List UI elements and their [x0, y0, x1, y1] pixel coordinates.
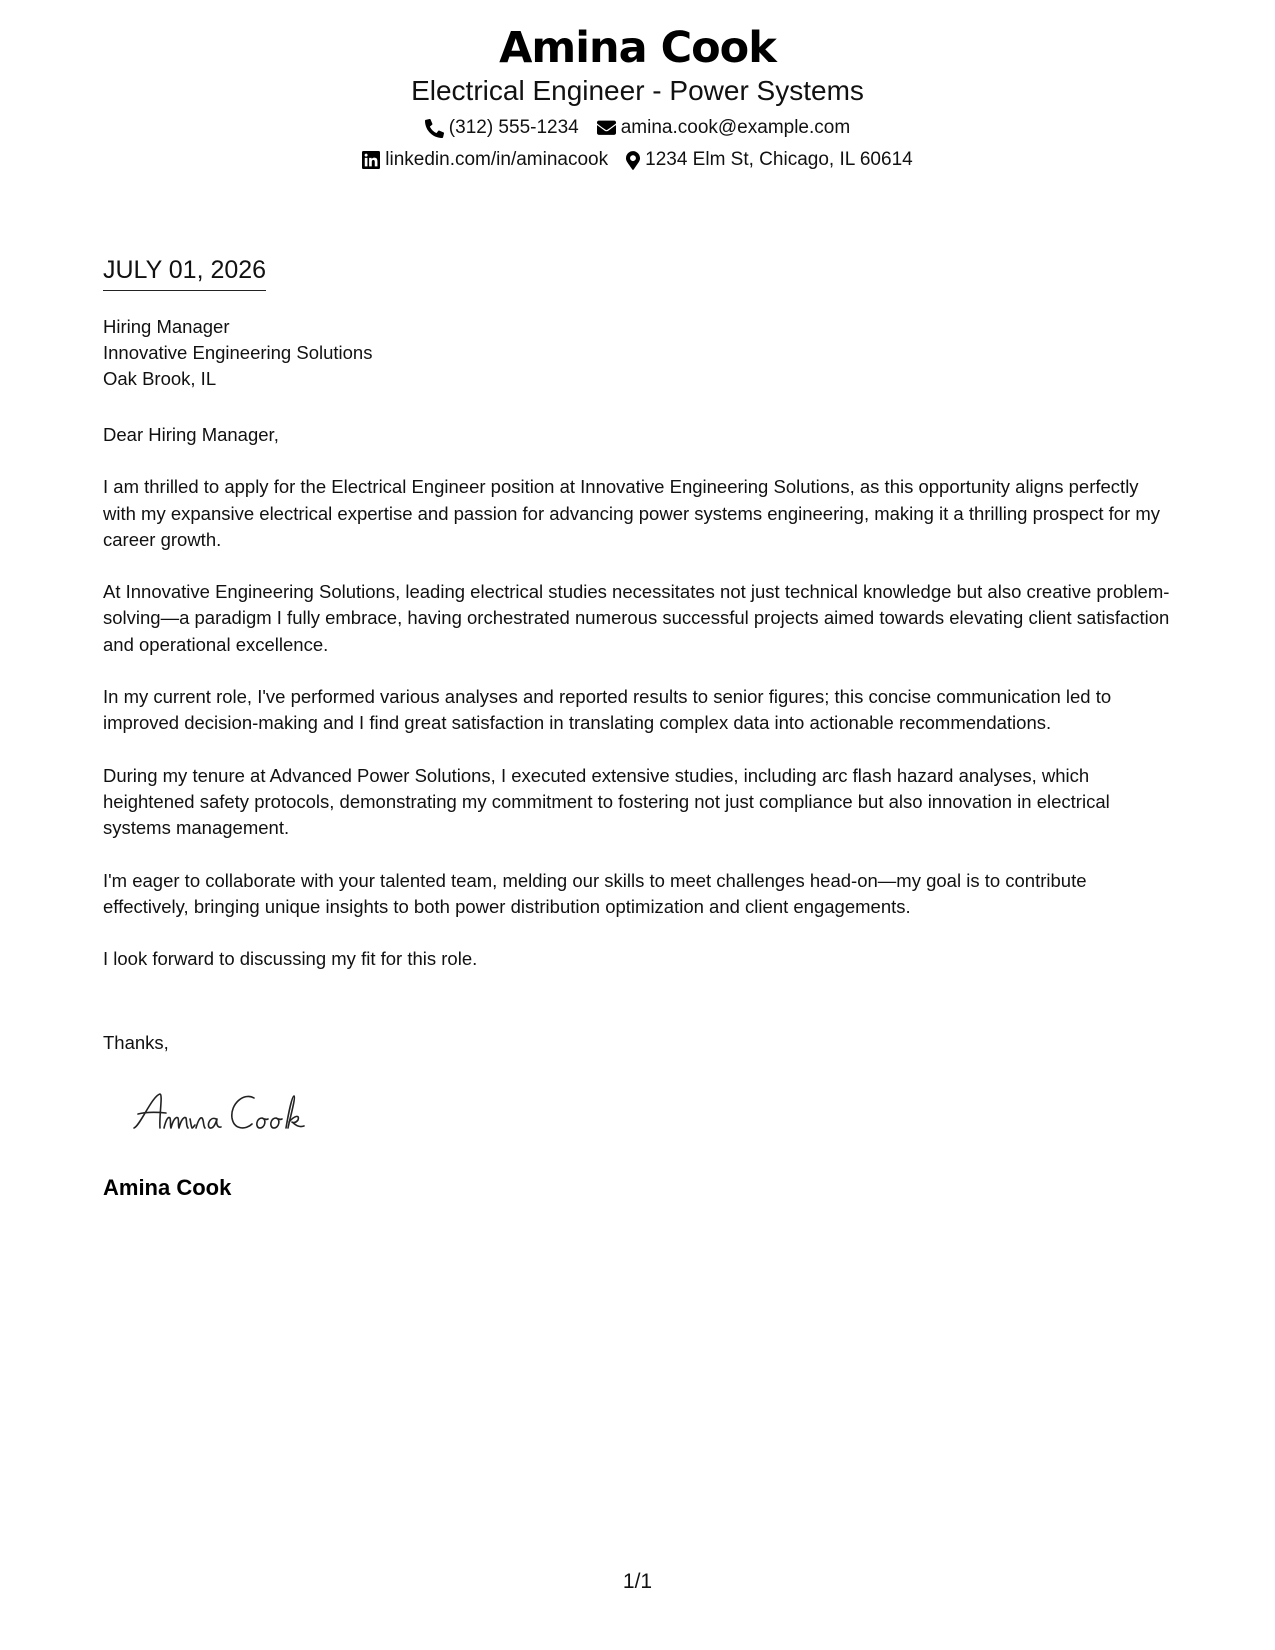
- phone-icon: [425, 119, 444, 138]
- body-paragraph: I am thrilled to apply for the Electrical Engineer position at Innovative Engineering Solutions, as this opportunity aligns perfectly with my expansive electrical expertise and passion for advancing power systems engineering, making it a thrilling prospect for my career growth.: [103, 476, 1161, 550]
- address-text: 1234 Elm St, Chicago, IL 60614: [645, 149, 913, 170]
- signed-name: Amina Cook: [103, 1175, 232, 1200]
- recipient-name: Hiring Manager: [103, 316, 230, 337]
- contact-email[interactable]: [597, 112, 850, 144]
- body-paragraph: At Innovative Engineering Solutions, leading electrical studies necessitates not just technical knowledge but also creative problem-solving—a paradigm I fully embrace, having orchestrated numerous successful projects aimed towards elevating client satisfaction and operational excellence.: [103, 581, 1170, 655]
- page-number: 1/1: [622, 1570, 653, 1593]
- closing: Thanks,: [103, 1032, 169, 1053]
- body-paragraph: I'm eager to collaborate with your talented team, melding our skills to meet challenges head-on—my goal is to contribute effectively, bringing unique insights to both power distribution optimization and client engagements.: [103, 869, 1087, 917]
- letter-date: JULY 01, 2026: [103, 254, 266, 291]
- handwritten-signature: [130, 1088, 330, 1143]
- contact-row-2: [0, 144, 1275, 176]
- contact-row-1: [0, 112, 1275, 144]
- recipient-block: [103, 314, 372, 392]
- letter-header: [0, 20, 1275, 176]
- map-marker-icon: [626, 151, 640, 170]
- body-paragraph: I look forward to discussing my fit for this role.: [103, 948, 478, 970]
- salutation: Dear Hiring Manager,: [103, 424, 279, 445]
- phone-text: (312) 555-1234: [448, 117, 579, 138]
- letter-body: [103, 422, 1173, 998]
- recipient-company: Innovative Engineering Solutions: [103, 342, 373, 363]
- body-paragraph: In my current role, I've performed various analyses and reported results to senior figures; this concise communication led to improved decision-making and I find great satisfaction in translating complex data into actionable recommendations.: [103, 686, 1112, 734]
- applicant-name: Amina Cook: [499, 23, 776, 73]
- recipient-location: Oak Brook, IL: [103, 368, 217, 389]
- linkedin-text: linkedin.com/in/aminacook: [385, 149, 609, 170]
- body-paragraph: During my tenure at Advanced Power Solutions, I executed extensive studies, including arc flash hazard analyses, which heightened safety protocols, demonstrating my commitment to fostering not just compliance but also innovation in electrical systems management.: [103, 764, 1110, 839]
- envelope-icon: [597, 120, 616, 136]
- contact-linkedin[interactable]: [362, 144, 608, 176]
- email-text: amina.cook@example.com: [620, 117, 851, 138]
- contact-address: [626, 144, 913, 176]
- contact-phone[interactable]: [425, 112, 579, 144]
- applicant-title: Electrical Engineer - Power Systems: [411, 75, 864, 106]
- linkedin-icon: [362, 151, 380, 169]
